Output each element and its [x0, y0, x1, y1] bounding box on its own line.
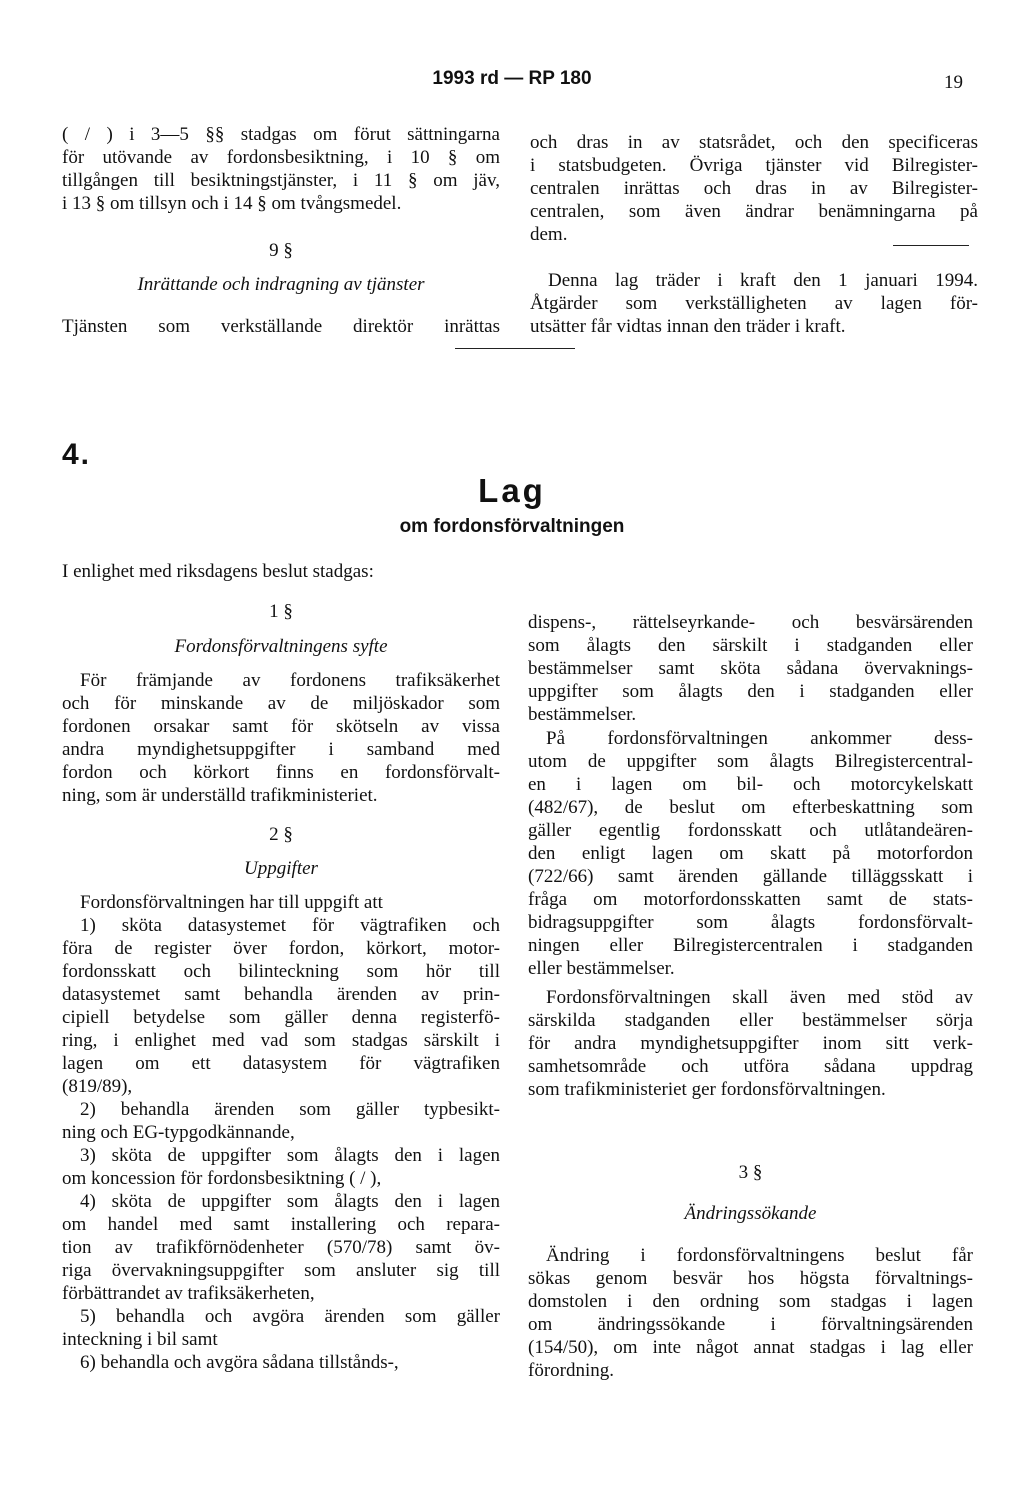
body-line: ningen eller Bilregistercentralen i stadganden — [528, 935, 973, 956]
body-line: dispens-, rättelseyrkande- och besvärsärenden — [528, 612, 973, 633]
law-number: 4. — [62, 438, 92, 471]
body-line: För främjande av fordonens trafiksäkerhet — [80, 670, 500, 691]
body-line: Tjänsten som verkställande direktör inrättas — [62, 316, 500, 337]
body-line: och för minskande av de miljöskador som — [62, 693, 500, 714]
body-line: inteckning i bil samt — [62, 1329, 218, 1350]
body-line: ning och EG-typgodkännande, — [62, 1122, 295, 1143]
body-line: föra de register över fordon, körkort, motor- — [62, 938, 500, 959]
body-line: och dras in av statsrådet, och den specificeras — [530, 132, 978, 153]
body-line: bestämmelser. — [528, 704, 637, 725]
body-line: cipiell betydelse som gäller denna registerfö- — [62, 1007, 500, 1028]
preamble: I enlighet med riksdagens beslut stadgas: — [62, 561, 374, 582]
body-line: Fordonsförvaltningen har till uppgift att — [80, 892, 383, 913]
body-line: ( / ) i 3—5 §§ stadgas om förut sättningarna — [62, 124, 500, 145]
body-line: fråga om motorfordonsskatten samt de stats- — [528, 889, 973, 910]
body-line: utsätter får vidtas innan den träder i kraft. — [530, 316, 846, 337]
body-line: om ändringssökande i förvaltningsärenden — [528, 1314, 973, 1335]
body-line: sökas genom besvär hos högsta förvaltnings- — [528, 1268, 973, 1289]
body-line: tion av trafikförnödenheter (570/78) samt öv- — [62, 1237, 500, 1258]
section-number: 3 § — [738, 1162, 763, 1183]
body-line: fordon och körkort finns en fordonsförvalt- — [62, 762, 500, 783]
body-line: 5) behandla och avgöra ärenden som gäller — [80, 1306, 500, 1327]
body-line: 4) sköta de uppgifter som ålagts den i lagen — [80, 1191, 500, 1212]
body-line: 1) sköta datasystemet för vägtrafiken och — [80, 915, 500, 936]
body-line: (154/50), om inte något annat stadgas i lag eller — [528, 1337, 973, 1358]
body-line: (482/67), de beslut om efterbeskattning som — [528, 797, 973, 818]
section-title: Uppgifter — [244, 858, 318, 879]
law-end-rule — [455, 348, 575, 349]
section-title: Fordonsförvaltningens syfte — [174, 636, 388, 657]
body-line: riga övervakningsuppgifter som ansluter sig till — [62, 1260, 500, 1281]
body-line: utom de uppgifter som ålagts Bilregistercentral- — [528, 751, 973, 772]
body-line: centralen inrättas och dras in av Bilregister- — [530, 178, 978, 199]
body-line: 3) sköta de uppgifter som ålagts den i lagen — [80, 1145, 500, 1166]
body-line: särskilda stadganden eller bestämmelser sörja — [528, 1010, 973, 1031]
body-line: På fordonsförvaltningen ankommer dess- — [546, 728, 973, 749]
body-line: 2) behandla ärenden som gäller typbesikt- — [80, 1099, 500, 1120]
body-line: ring, i enlighet med vad som stadgas särskilt i — [62, 1030, 500, 1051]
section-number: 1 § — [269, 601, 293, 622]
body-line: uppgifter som ålagts den i stadganden eller — [528, 681, 973, 702]
section-title: Ändringssökande — [684, 1203, 817, 1224]
body-line: om handel med samt installering och repara- — [62, 1214, 500, 1235]
body-line: förordning. — [528, 1360, 615, 1381]
body-line: bestämmelser samt sköta sådana övervaknings- — [528, 658, 973, 679]
body-line: i 13 § om tillsyn och i 14 § om tvångsmedel. — [62, 193, 402, 214]
body-line: för andra myndighetsuppgifter inom sitt verk- — [528, 1033, 973, 1054]
section-title: Inrättande och indragning av tjänster — [137, 274, 425, 295]
body-line: Denna lag träder i kraft den 1 januari 1994. — [548, 270, 978, 291]
body-line: eller bestämmelser. — [528, 958, 675, 979]
body-line: en i lagen om bil- och motorcykelskatt — [528, 774, 973, 795]
body-line: om koncession för fordonsbesiktning ( / ), — [62, 1168, 382, 1189]
body-line: för utövande av fordonsbesiktning, i 10 § om — [62, 147, 500, 168]
body-line: Åtgärder som verkställigheten av lagen för- — [530, 293, 978, 314]
body-line: centralen, som även ändrar benämningarna på — [530, 201, 978, 222]
body-line: som trafikministeriet ger fordonsförvaltningen. — [528, 1079, 886, 1100]
body-line: domstolen i den ordning som stadgas i lagen — [528, 1291, 973, 1312]
body-line: Ändring i fordonsförvaltningens beslut får — [546, 1245, 973, 1266]
body-line: bidragsuppgifter som ålagts fordonsförvalt- — [528, 912, 973, 933]
law-subtitle: om fordonsförvaltningen — [399, 516, 625, 537]
body-line: dem. — [530, 224, 568, 245]
body-line: 6) behandla och avgöra sådana tillstånds-, — [80, 1352, 399, 1373]
body-line: förbättrandet av trafiksäkerheten, — [62, 1283, 315, 1304]
law-title: Lag — [478, 472, 546, 509]
running-header: 1993 rd — RP 180 — [432, 68, 592, 89]
body-line: datasystemet samt behandla ärenden av prin- — [62, 984, 500, 1005]
body-line: fordonsskatt och bilinteckning som hör till — [62, 961, 500, 982]
body-line: fordonen orsakar samt för skötseln av vissa — [62, 716, 500, 737]
body-line: Fordonsförvaltningen skall även med stöd av — [546, 987, 973, 1008]
body-line: andra myndighetsuppgifter i samband med — [62, 739, 500, 760]
body-line: (819/89), — [62, 1076, 133, 1097]
page-number: 19 — [944, 72, 963, 93]
body-line: lagen om ett datasystem för vägtrafiken — [62, 1053, 500, 1074]
body-line: som ålagts den särskilt i stadganden eller — [528, 635, 973, 656]
section-number: 2 § — [269, 824, 293, 845]
body-line: (722/66) samt ärenden gällande tilläggsskatt i — [528, 866, 973, 887]
section-divider — [893, 245, 969, 246]
section-number: 9 § — [269, 240, 293, 261]
body-line: samhetsområde och utföra sådana uppdrag — [528, 1056, 973, 1077]
body-line: gäller egentlig fordonsskatt och utlåtandeären- — [528, 820, 973, 841]
body-line: ning, som är underställd trafikministeriet. — [62, 785, 378, 806]
body-line: i statsbudgeten. Övriga tjänster vid Bilregister- — [530, 155, 978, 176]
body-line: den enligt lagen om skatt på motorfordon — [528, 843, 973, 864]
body-line: tillgången till besiktningstjänster, i 11 § om jäv, — [62, 170, 500, 191]
